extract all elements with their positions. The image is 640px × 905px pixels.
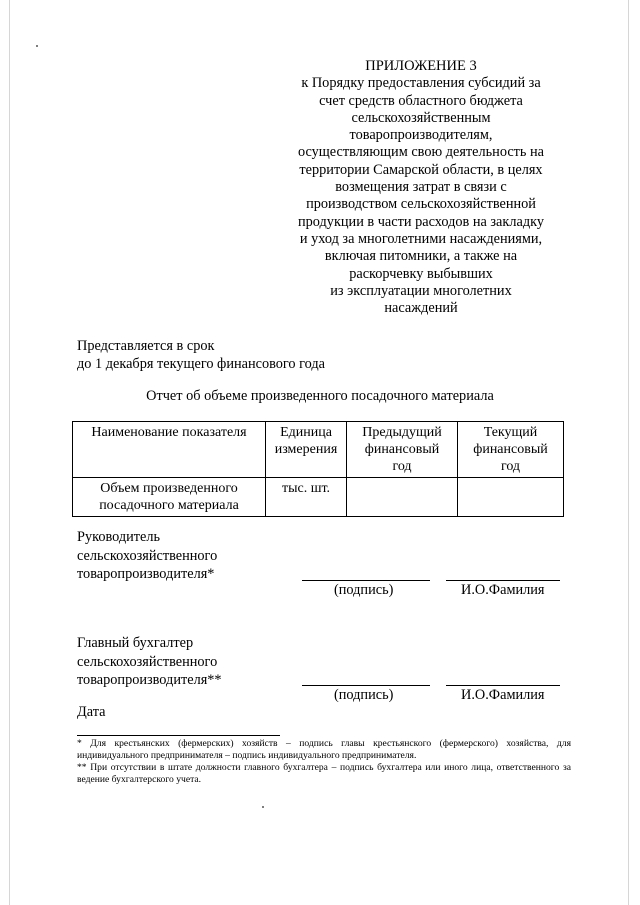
footnotes [77, 738, 571, 786]
footnote: * Для крестьянских (фермерских) хозяйств – подпись главы крестьянского (фермерского) хозяйства, для индивидуального предпринимателя – подпись индивидуального предпринимателя. [77, 738, 571, 761]
header-previous-year [347, 422, 458, 478]
appendix-line: возмещения затрат в связи с [335, 179, 507, 196]
head-signature-line[interactable] [302, 580, 430, 581]
accountant-name-caption: И.О.Фамилия [461, 687, 545, 703]
appendix-line: насаждений [384, 300, 458, 317]
header-previous-line: год [392, 459, 412, 474]
scan-speck [262, 806, 264, 808]
table-header-row [73, 422, 564, 478]
head-signature-caption: (подпись) [334, 582, 394, 598]
report-table [72, 421, 564, 517]
appendix-line: счет средств областного бюджета [319, 92, 523, 109]
appendix-line: сельскохозяйственным [351, 109, 491, 126]
header-unit-line: измерения [274, 442, 338, 457]
cell-indicator-line: Объем произведенного [100, 481, 238, 496]
accountant-title-line: товаропроизводителя** [77, 672, 222, 688]
appendix-header [286, 58, 556, 317]
cell-previous-year[interactable] [347, 478, 458, 517]
accountant-title-line: сельскохозяйственного [77, 653, 218, 670]
cell-indicator-line: посадочного материала [99, 498, 239, 513]
appendix-title: ПРИЛОЖЕНИЕ 3 [365, 58, 477, 74]
header-current-line: финансовый [473, 442, 548, 457]
appendix-line: производством сельскохозяйственной [306, 196, 536, 213]
appendix-line: продукции в части расходов на закладку [297, 213, 544, 230]
appendix-line: товаропроизводителям, [349, 127, 493, 144]
header-previous-line: Предыдущий [362, 425, 442, 440]
date-label: Дата [77, 704, 106, 720]
appendix-line: раскорчевку выбывших [349, 265, 493, 282]
footnote-rule [77, 735, 280, 736]
appendix-line: территории Самарской области, в целях [299, 161, 543, 178]
head-name-line[interactable] [446, 580, 560, 581]
appendix-line: из эксплуатации многолетних [330, 282, 512, 299]
report-title: Отчет об объеме произведенного посадочного материала [146, 388, 494, 404]
page-edge-right [628, 0, 629, 905]
appendix-line: включая питомники, а также на [324, 248, 518, 265]
accountant-title-line: Главный бухгалтер [77, 635, 194, 651]
cell-current-year[interactable] [458, 478, 564, 517]
header-indicator [73, 422, 266, 478]
appendix-line: к Порядку предоставления субсидий за [301, 75, 541, 92]
head-signature-block [77, 528, 217, 584]
header-unit [266, 422, 347, 478]
page-edge-left [9, 0, 10, 905]
header-previous-line: финансовый [364, 442, 440, 457]
header-current-line: Текущий [483, 425, 538, 440]
head-title-line: сельскохозяйственного [77, 547, 218, 564]
scan-speck [36, 45, 38, 47]
accountant-name-line[interactable] [446, 685, 560, 686]
appendix-line: и уход за многолетними насаждениями, [299, 230, 543, 247]
header-unit-line: Единица [280, 425, 332, 440]
cell-indicator [73, 478, 266, 517]
accountant-signature-block [77, 634, 222, 690]
accountant-signature-line[interactable] [302, 685, 430, 686]
footnote: ** При отсутствии в штате должности главного бухгалтера – подпись бухгалтера или иного лица, ответственного за ведение бухгалтерского учета. [77, 762, 571, 785]
table-row [73, 478, 564, 517]
head-title-line: товаропроизводителя* [77, 566, 215, 582]
header-indicator-text: Наименование показателя [91, 425, 247, 440]
cell-unit: тыс. шт. [266, 478, 347, 517]
head-name-caption: И.О.Фамилия [461, 582, 545, 598]
deadline-line: до 1 декабря текущего финансового года [77, 356, 326, 372]
deadline-line: Представляется в срок [77, 338, 215, 354]
accountant-signature-caption: (подпись) [334, 687, 394, 703]
header-current-year [458, 422, 564, 478]
submission-deadline [77, 337, 325, 373]
head-title-line: Руководитель [77, 529, 161, 545]
appendix-line: осуществляющим свою деятельность на [297, 144, 545, 161]
header-current-line: год [500, 459, 521, 474]
